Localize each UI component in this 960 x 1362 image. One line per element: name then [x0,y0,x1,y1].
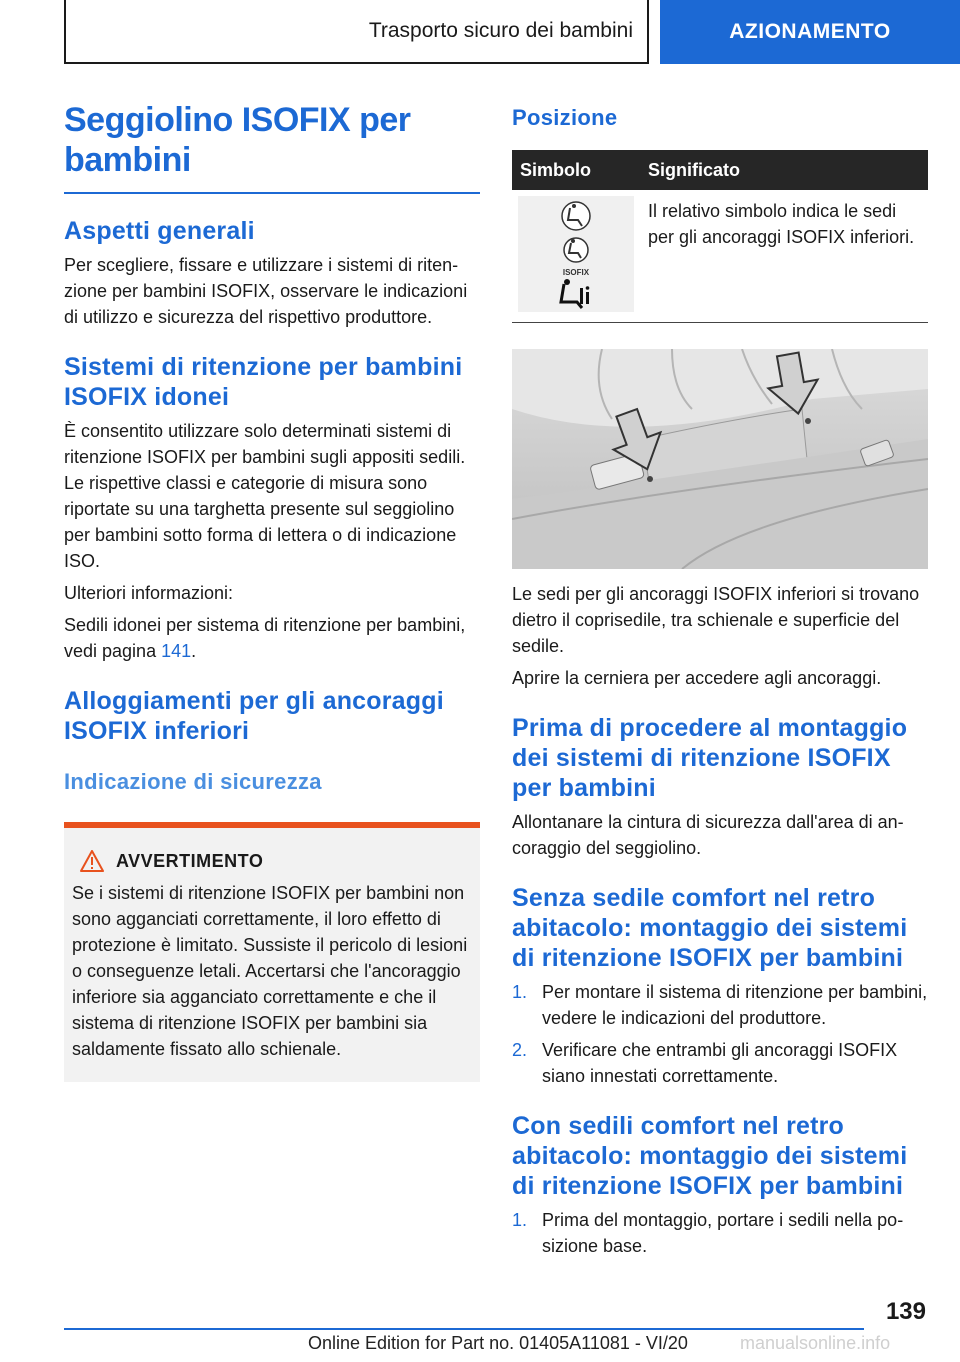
before-text: Allontanare la cintura di sicurezza dall'area di ancoraggio del seggiolino. [512,812,904,858]
symbol-cell [512,190,640,323]
edition-text: Online Edition for Part no. 01405A11081 - VI/20 [308,1333,688,1353]
warning-header [72,850,472,872]
see-page-end: . [191,641,197,661]
chapter-title: Trasporto sicuro dei bambini [368,19,633,42]
table-header-symbol: Simbolo [512,150,640,190]
more-info-label: Ulteriori informazioni: [64,583,234,603]
title-divider [64,192,480,194]
without-comfort-steps [512,979,928,1089]
general-heading: Aspetti generali [64,217,255,245]
step-text: Per montare il sistema di ritenzione per bambini, vedere le indicazioni del produttore. [542,982,928,1028]
list-item [512,1207,928,1259]
page-link[interactable]: 141 [161,641,192,661]
without-comfort-heading: Senza sedile comfort nel retro abitacolo: montaggio dei sistemi di ritenzione ISOFIX per bambini [512,884,908,972]
table-header-meaning: Significato [640,150,928,190]
step-number: 1. [512,982,528,1002]
step-text: Verificare che entrambi gli ancoraggi ISOFIX siano innestati correttamente. [542,1040,898,1086]
suitable-text: È consentito utilizzare solo determinati sistemi di ritenzione ISOFIX per bambini sugli appositi sedili. Le rispettive classi e categorie di misura sono riportate su una targhetta presente sul seggiolino per bambini sotto forma di lettera o di indicazione ISO. [64,421,466,571]
table-row [512,190,928,323]
step-number: 1. [512,1210,528,1230]
isofix-label: ISOFIX [562,268,590,277]
see-page-text [64,612,480,664]
section-tab [660,0,960,64]
see-page-prefix: Sedili idonei per sistema di ritenzione per bambini, vedi pagina [64,615,466,661]
anchors-heading: Alloggiamenti per gli ancoraggi ISOFIX inferiori [64,687,444,745]
page-number: 139 [885,1298,926,1325]
safety-heading: Indicazione di sicurezza [64,769,322,794]
warning-icon [80,850,104,872]
warning-title: AVVERTIMENTO [116,850,264,871]
page-title: Seggiolino ISOFIX per bambini [64,101,411,179]
warning-text: Se i sistemi di ritenzione ISOFIX per bambini non sono agganciati correttamente, il loro effetto di protezione è limitato. Sussiste il pericolo di lesioni o conseguenze letali. Accertarsi che l'ancoraggio inferiore sia agganciato correttamente e che il sistema di ritenzione ISOFIX per bambini sia saldamente fissato allo schienale. [72,883,468,1059]
step-number: 2. [512,1040,528,1060]
section-title: AZIONAMENTO [729,20,891,43]
photo-caption: Le sedi per gli ancoraggi ISOFIX inferiori si trovano dietro il coprisedile, tra schienale e superficie del sedile. [512,584,920,656]
left-column [64,100,480,1082]
step-text: Prima del montaggio, portare i sedili nella posizione base. [542,1210,904,1256]
isofix-seat-icon [518,196,634,312]
rear-seat-image [512,349,928,569]
position-heading: Posizione [512,105,618,130]
footer-divider [64,1328,864,1330]
right-column [512,100,928,1259]
chapter-tab [64,0,649,64]
watermark-brand: manualsonline.info [740,1333,891,1353]
list-item [512,979,928,1031]
list-item [512,1037,928,1089]
general-text: Per scegliere, fissare e utilizzare i sistemi di ritenzione per bambini ISOFIX, osservare le indicazioni di utilizzo e sicurezza del rispettivo produttore. [64,255,468,327]
isofix-symbols [518,196,634,312]
warning-box [64,822,480,1082]
suitable-heading: Sistemi di ritenzione per bambini ISOFIX idonei [64,353,463,411]
with-comfort-heading: Con sedili comfort nel retro abitacolo: montaggio dei sistemi di ritenzione ISOFIX per bambini [512,1112,908,1200]
meaning-cell: Il relativo simbolo indica le sedi per gli ancoraggi ISOFIX inferiori. [640,190,928,323]
seat-photo [512,349,928,569]
before-heading: Prima di procedere al montaggio dei sistemi di ritenzione ISOFIX per bambini [512,714,908,802]
open-zipper-text: Aprire la cerniera per accedere agli ancoraggi. [512,668,882,688]
symbol-table [512,150,928,323]
with-comfort-steps [512,1207,928,1259]
